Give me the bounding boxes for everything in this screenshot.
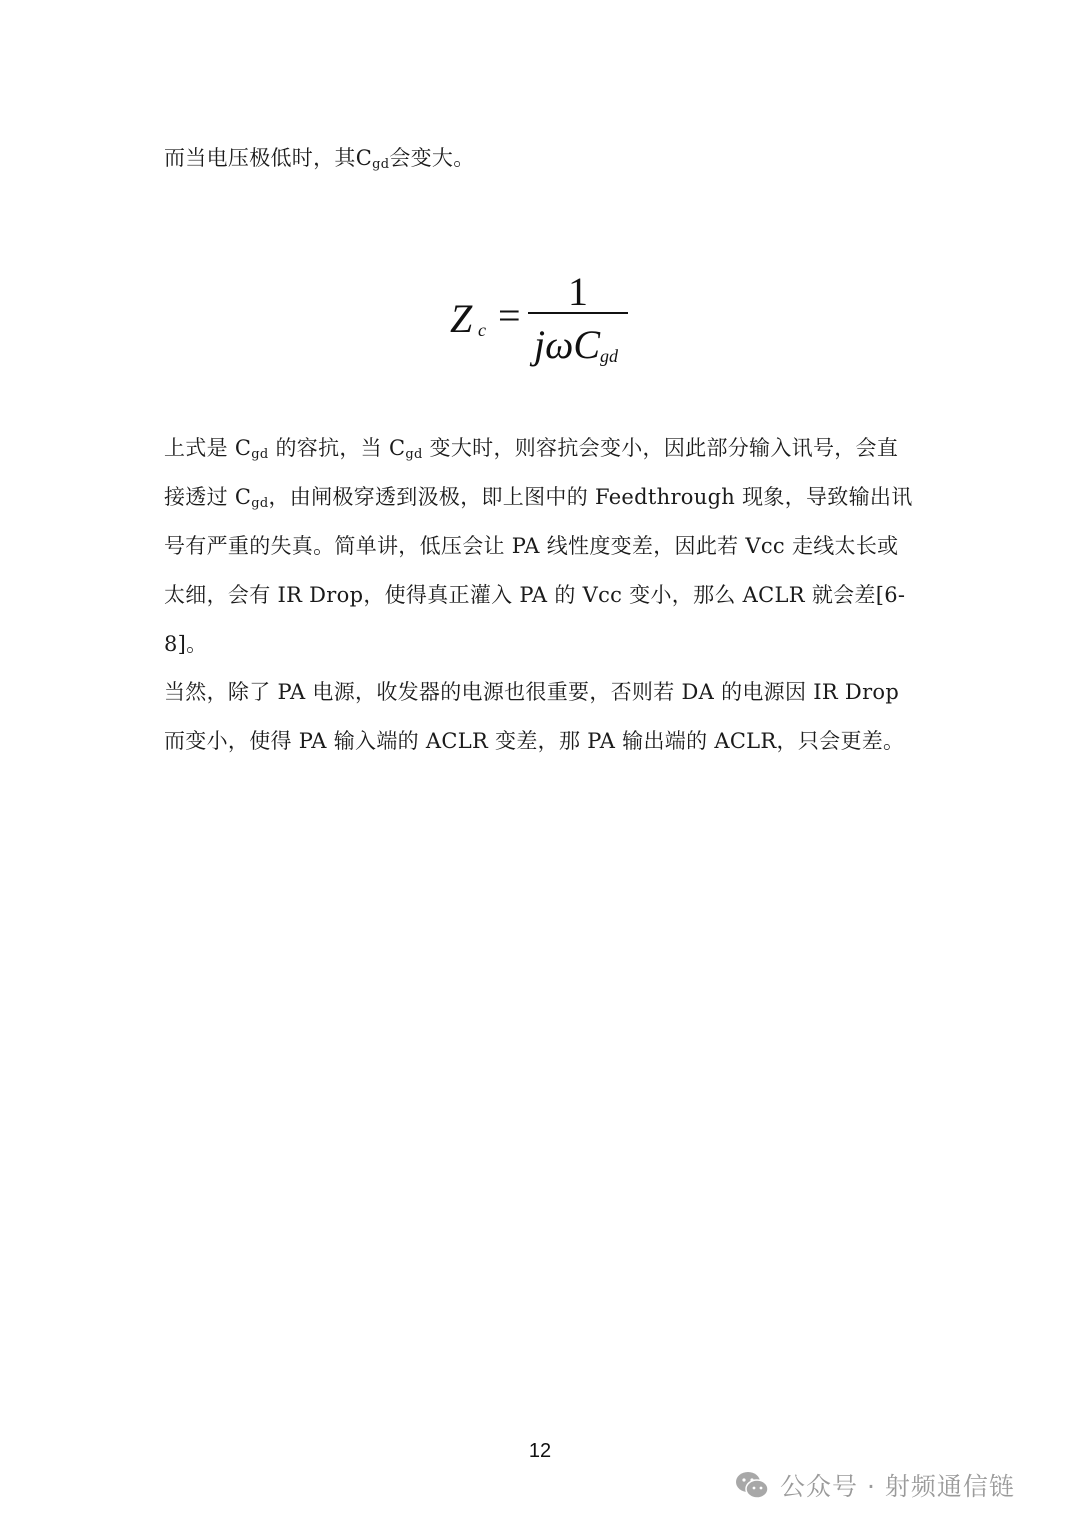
paragraph-1 <box>164 134 916 183</box>
p1-subscript: gd <box>372 157 390 172</box>
p2-text-3: 变大时，则容抗会变小，因此部分输入讯号，会直接透过 C <box>164 436 899 509</box>
eq-equals: = <box>498 293 521 338</box>
wechat-icon <box>734 1470 770 1500</box>
eq-lhs-subscript: c <box>478 320 486 340</box>
eq-lhs: Z <box>450 296 473 341</box>
impedance-equation <box>450 268 650 378</box>
p2-subscript-3: gd <box>251 496 269 511</box>
watermark-text: 公众号 · 射频通信链 <box>780 1472 1015 1501</box>
p1-text-a: 而当电压极低时，其C <box>164 146 373 170</box>
p1-text-b: 会变大。 <box>389 146 475 170</box>
eq-fraction-bar <box>528 312 628 314</box>
watermark <box>734 1463 1015 1507</box>
eq-denominator-subscript: gd <box>600 346 618 366</box>
p2-text-4: ，由闸极穿透到汲极，即上图中的 Feedthrough 现象，导致输出讯号有严重的失真。简单讲，低压会让 PA 线性度变差，因此若 Vcc 走线太长或太细，会有 IR Drop，使得真正灌入 PA 的 Vcc 变小，那么 ACLR 就会差[6-8]。 <box>164 485 913 656</box>
page-number: 12 <box>528 1440 552 1462</box>
eq-denominator: jωC <box>534 322 601 367</box>
paragraph-3: 当然，除了 PA 电源，收发器的电源也很重要，否则若 DA 的电源因 IR Drop 而变小，使得 PA 输入端的 ACLR 变差，那 PA 输出端的 ACLR，只会更差。 <box>164 680 905 753</box>
p2-subscript-2: gd <box>405 447 423 462</box>
p2-subscript-1: gd <box>251 447 269 462</box>
paragraph-2 <box>164 424 916 669</box>
p2-text-1: 上式是 C <box>164 436 252 460</box>
eq-numerator: 1 <box>568 269 588 314</box>
p2-text-2: 的容抗，当 C <box>268 436 406 460</box>
